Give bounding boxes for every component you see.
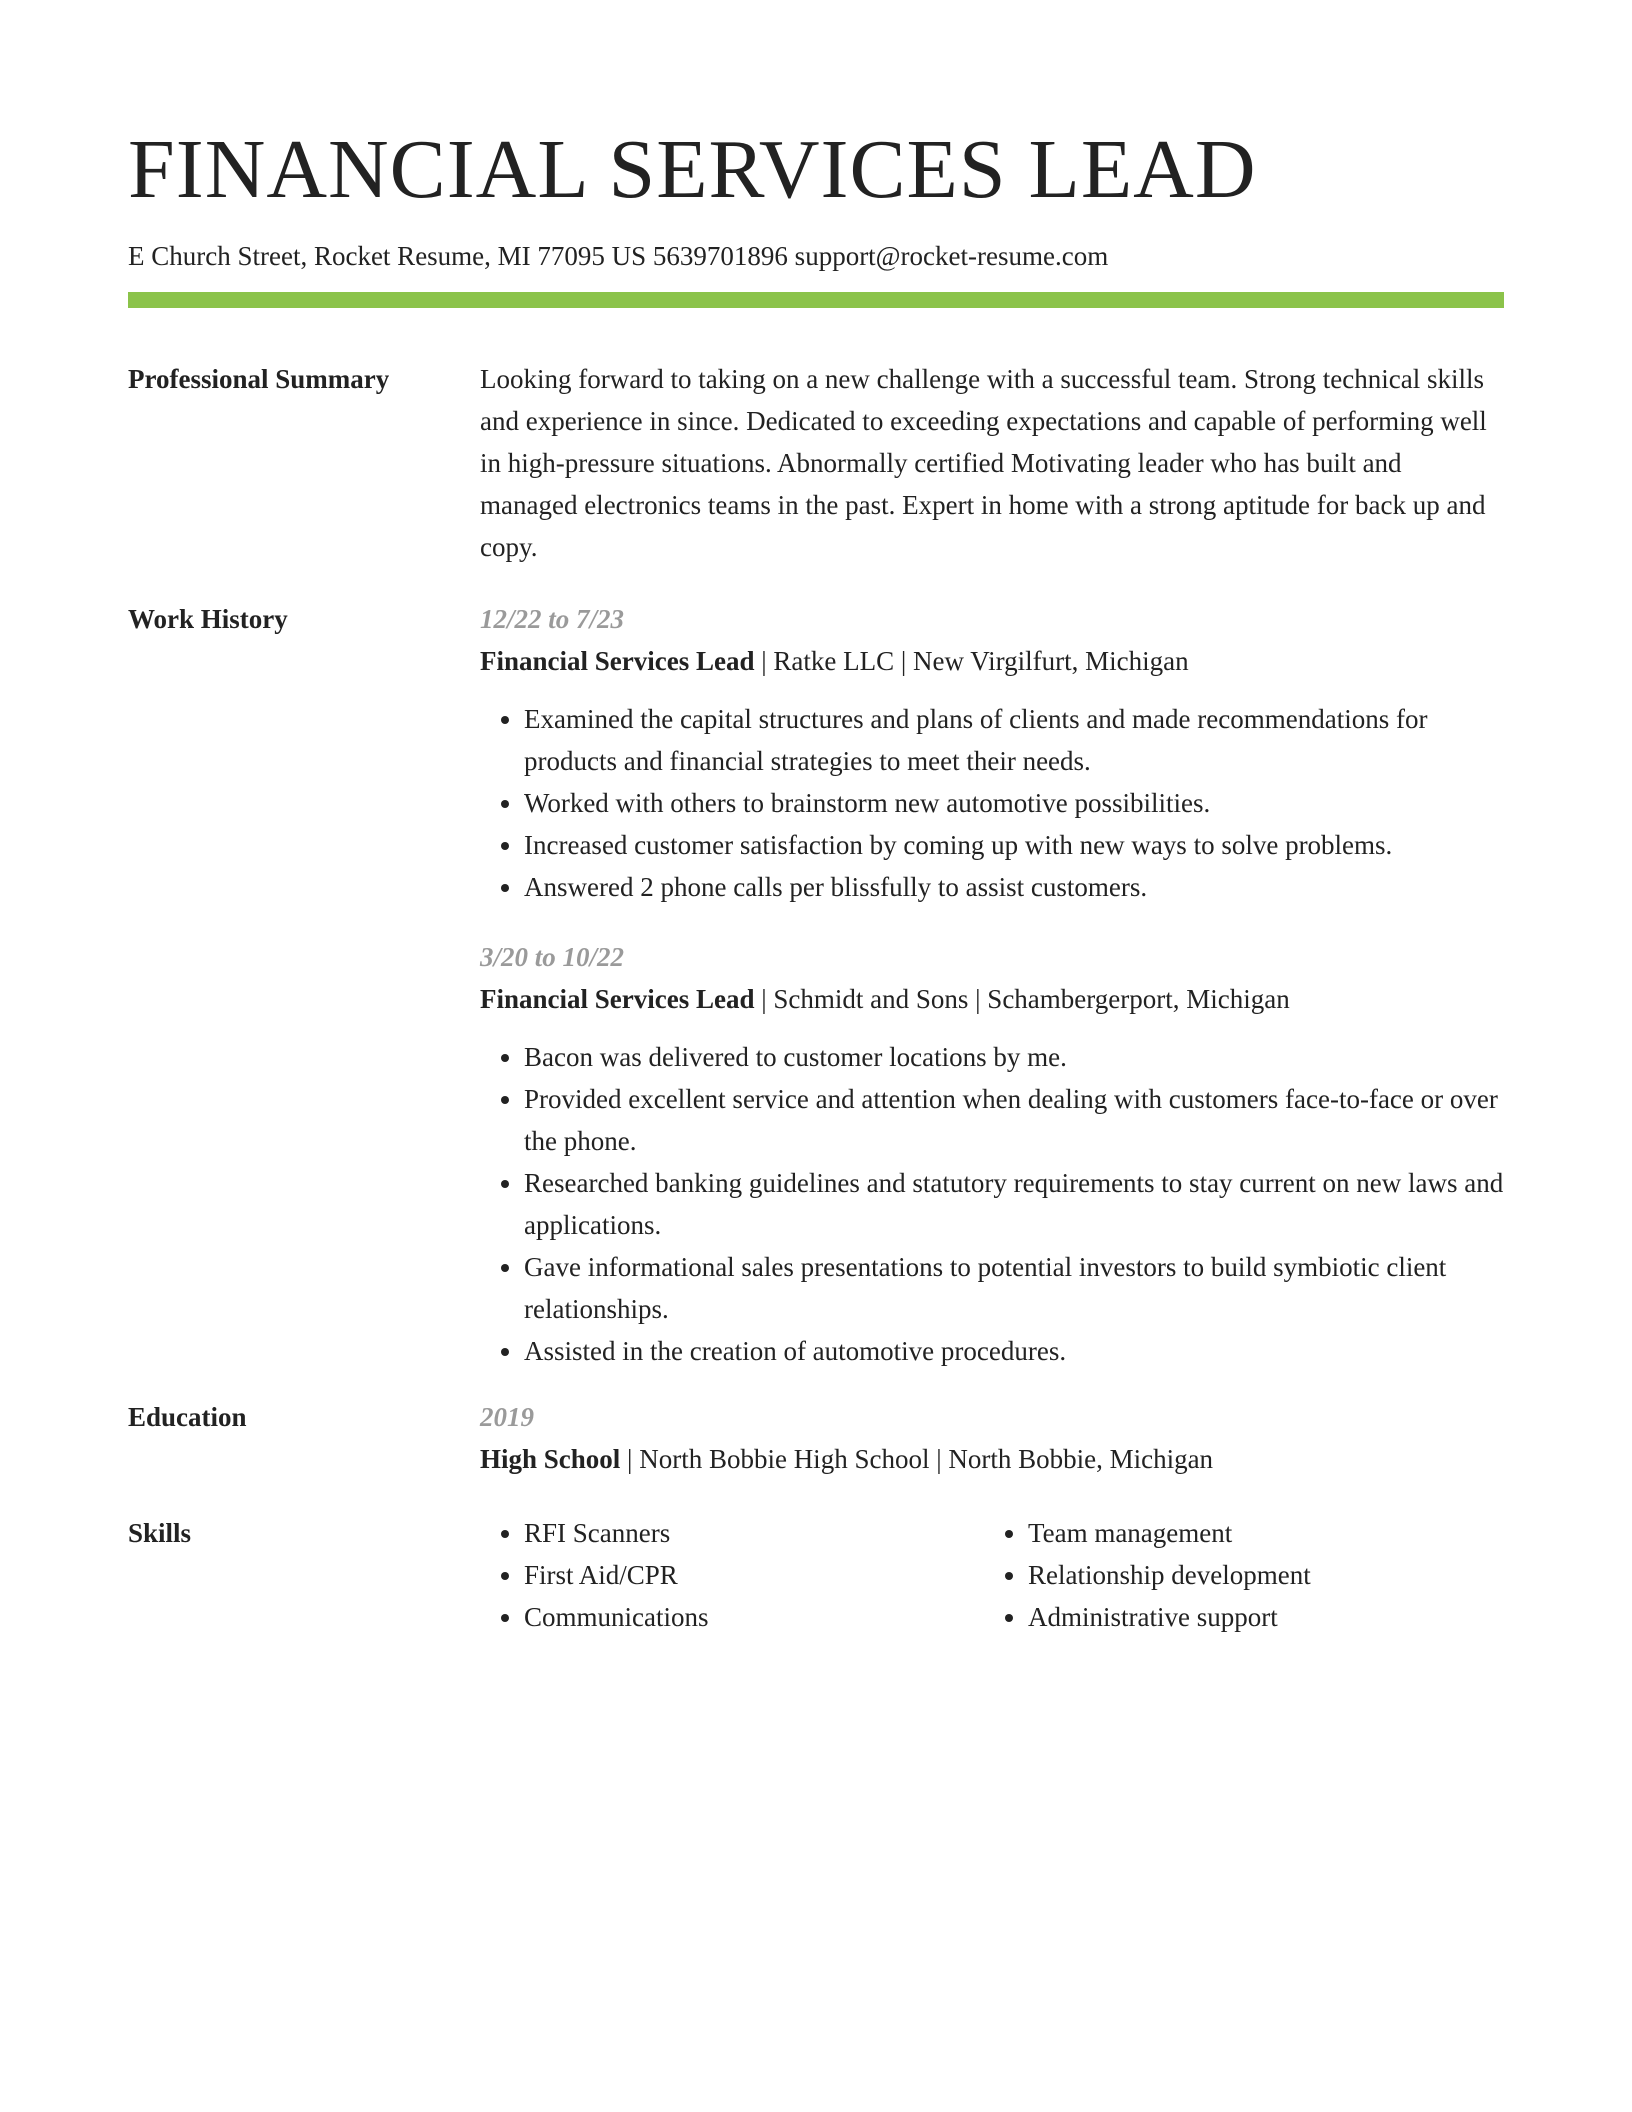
skill-item: • RFI Scanners bbox=[524, 1512, 984, 1554]
job-entry bbox=[480, 598, 1504, 908]
resume-name-title: FINANCIAL SERVICES LEAD bbox=[128, 123, 1257, 216]
education-label: Education bbox=[128, 1402, 247, 1432]
summary-text: Looking forward to taking on a new challenge with a successful team. Strong technical skills and experience in since. Dedicated to exceeding expectations and capable of performing well in high-pressure situations. Abnormally certified Motivating leader who has built and managed electronics teams in the past. Expert in home with a strong aptitude for back up and copy. bbox=[480, 364, 1487, 562]
job-details: | Schmidt and Sons | Schambergerport, Michigan bbox=[754, 984, 1290, 1014]
education-body bbox=[480, 1396, 1504, 1480]
education-degree: High School bbox=[480, 1444, 621, 1474]
work-history-label: Work History bbox=[128, 604, 288, 634]
summary-section bbox=[128, 358, 1504, 568]
job-dates: 12/22 to 7/23 bbox=[480, 604, 625, 634]
skill-item: • Communications bbox=[524, 1596, 984, 1638]
skill-item: • Team management bbox=[1028, 1512, 1488, 1554]
job-bullets bbox=[480, 698, 1504, 908]
job-bullet: • Provided excellent service and attention when dealing with customers face-to-face or over the phone. bbox=[524, 1078, 1504, 1162]
resume-page bbox=[128, 118, 1504, 1638]
skills-section bbox=[128, 1512, 1504, 1638]
skills-grid bbox=[480, 1512, 1504, 1638]
job-heading bbox=[480, 640, 1504, 682]
education-section bbox=[128, 1396, 1504, 1480]
job-bullets bbox=[480, 1036, 1504, 1372]
job-bullet: • Researched banking guidelines and statutory requirements to stay current on new laws and applications. bbox=[524, 1162, 1504, 1246]
skills-label: Skills bbox=[128, 1518, 192, 1548]
skill-item: • First Aid/CPR bbox=[524, 1554, 984, 1596]
contact-line: E Church Street, Rocket Resume, MI 77095 US 5639701896 support@rocket-resume.com bbox=[128, 241, 1109, 271]
job-bullet: • Answered 2 phone calls per blissfully to assist customers. bbox=[524, 866, 1504, 908]
education-details: | North Bobbie High School | North Bobbie, Michigan bbox=[620, 1444, 1214, 1474]
skill-item: • Administrative support bbox=[1028, 1596, 1488, 1638]
work-history-body bbox=[480, 598, 1504, 1372]
job-bullet: • Examined the capital structures and plans of clients and made recommendations for products and financial strategies to meet their needs. bbox=[524, 698, 1504, 782]
job-details: | Ratke LLC | New Virgilfurt, Michigan bbox=[754, 646, 1189, 676]
education-heading bbox=[480, 1438, 1504, 1480]
skill-item: • Relationship development bbox=[1028, 1554, 1488, 1596]
work-history-section bbox=[128, 598, 1504, 1372]
summary-label: Professional Summary bbox=[128, 364, 390, 394]
job-heading bbox=[480, 978, 1504, 1020]
job-entry bbox=[480, 936, 1504, 1372]
skills-list-left bbox=[480, 1512, 984, 1638]
job-title: Financial Services Lead bbox=[480, 984, 755, 1014]
job-bullet: • Gave informational sales presentations to potential investors to build symbiotic client relationships. bbox=[524, 1246, 1504, 1330]
job-bullet: • Worked with others to brainstorm new automotive possibilities. bbox=[524, 782, 1504, 824]
job-dates: 3/20 to 10/22 bbox=[480, 942, 625, 972]
job-bullet: • Increased customer satisfaction by coming up with new ways to solve problems. bbox=[524, 824, 1504, 866]
education-date: 2019 bbox=[480, 1402, 534, 1432]
accent-divider bbox=[128, 292, 1504, 308]
skills-list-right bbox=[984, 1512, 1488, 1638]
job-title: Financial Services Lead bbox=[480, 646, 755, 676]
job-bullet: • Bacon was delivered to customer locations by me. bbox=[524, 1036, 1504, 1078]
job-bullet: • Assisted in the creation of automotive procedures. bbox=[524, 1330, 1504, 1372]
